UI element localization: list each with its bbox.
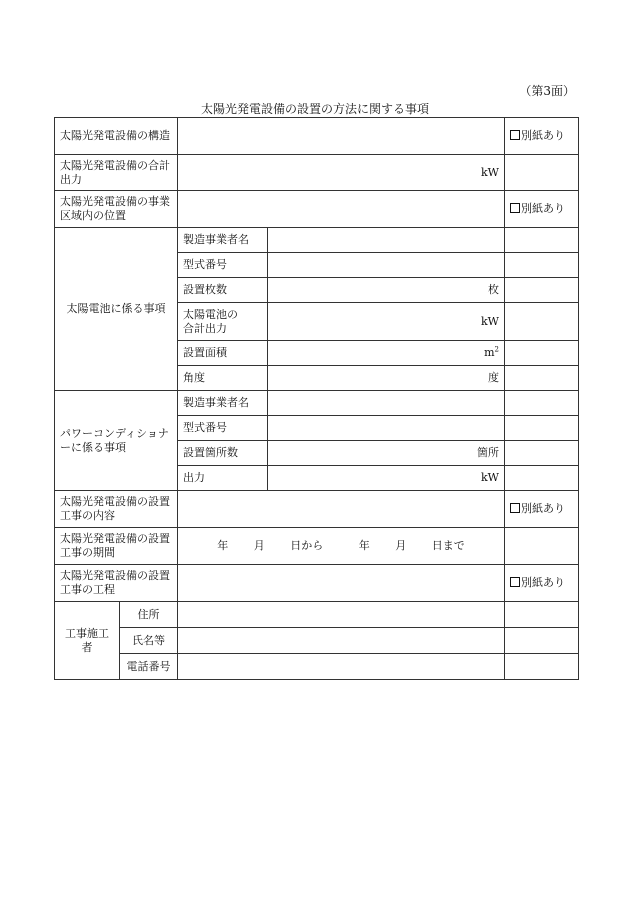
contractor-name-note[interactable] — [505, 628, 579, 654]
solar-count-label: 設置枚数 — [178, 278, 268, 303]
location-label: 太陽光発電設備の事業区域内の位置 — [55, 191, 178, 228]
structure-row — [55, 118, 579, 155]
contractor-address-row — [55, 602, 579, 628]
contractor-phone-value[interactable] — [178, 654, 505, 680]
pcs-model-label: 型式番号 — [178, 416, 268, 441]
contractor-phone-label: 電話番号 — [120, 654, 178, 680]
period-year-1: 年 — [217, 539, 229, 552]
total-output-note-cell[interactable] — [505, 155, 579, 191]
contractor-heading: 工事施工者 — [55, 602, 120, 680]
solar-model-note[interactable] — [505, 253, 579, 278]
contractor-name-row — [55, 628, 579, 654]
install-process-value-cell[interactable] — [178, 565, 505, 602]
pcs-manufacturer-label: 製造事業者名 — [178, 391, 268, 416]
solar-angle-value[interactable] — [268, 366, 505, 391]
solar-output-value[interactable] — [268, 303, 505, 341]
pcs-locations-note[interactable] — [505, 441, 579, 466]
solar-count-note[interactable] — [505, 278, 579, 303]
checkbox-icon[interactable] — [510, 503, 520, 513]
install-work-attachment-checkbox[interactable] — [505, 491, 579, 528]
install-process-row — [55, 565, 579, 602]
power-conditioner-heading: パワーコンディショナーに係る事項 — [55, 391, 178, 491]
solar-area-value[interactable] — [268, 341, 505, 366]
install-work-label: 太陽光発電設備の設置工事の内容 — [55, 491, 178, 528]
install-work-value-cell[interactable] — [178, 491, 505, 528]
unit-superscript: 2 — [494, 345, 499, 354]
solar-model-value[interactable] — [268, 253, 505, 278]
solar-cell-heading: 太陽電池に係る事項 — [55, 228, 178, 391]
install-period-value-cell[interactable] — [178, 528, 505, 565]
solar-manufacturer-label: 製造事業者名 — [178, 228, 268, 253]
contractor-address-label: 住所 — [120, 602, 178, 628]
period-year-2: 年 — [358, 539, 370, 552]
install-period-label: 太陽光発電設備の設置工事の期間 — [55, 528, 178, 565]
form-title: 太陽光発電設備の設置の方法に関する事項 — [200, 102, 429, 116]
structure-label: 太陽光発電設備の構造 — [55, 118, 178, 155]
install-work-row — [55, 491, 579, 528]
install-process-label: 太陽光発電設備の設置工事の工程 — [55, 565, 178, 602]
attachment-label: 別紙あり — [521, 202, 565, 215]
period-until: 日まで — [431, 539, 465, 552]
checkbox-icon[interactable] — [510, 130, 520, 140]
solar-output-label-line2: 合計出力 — [183, 321, 227, 335]
contractor-address-value[interactable] — [178, 602, 505, 628]
pcs-model-note[interactable] — [505, 416, 579, 441]
pcs-output-value[interactable] — [268, 466, 505, 491]
checkbox-icon[interactable] — [510, 203, 520, 213]
pcs-locations-value[interactable] — [268, 441, 505, 466]
total-output-label: 太陽光発電設備の合計出力 — [55, 155, 178, 191]
solar-count-value[interactable] — [268, 278, 505, 303]
unit-label: 度 — [488, 371, 499, 384]
unit-label: 枚 — [488, 283, 499, 296]
total-output-row — [55, 155, 579, 191]
checkbox-icon[interactable] — [510, 577, 520, 587]
period-from: 日から — [290, 539, 324, 552]
unit-label: m — [484, 346, 495, 359]
pcs-manufacturer-note[interactable] — [505, 391, 579, 416]
unit-label: kW — [481, 471, 499, 484]
location-row — [55, 191, 579, 228]
unit-label: kW — [481, 165, 499, 179]
period-month-1: 月 — [253, 539, 265, 552]
solar-output-note[interactable] — [505, 303, 579, 341]
contractor-address-note[interactable] — [505, 602, 579, 628]
pcs-manufacturer-row — [55, 391, 579, 416]
solar-angle-label: 角度 — [178, 366, 268, 391]
solar-output-label — [178, 303, 268, 341]
contractor-phone-note[interactable] — [505, 654, 579, 680]
pcs-output-note[interactable] — [505, 466, 579, 491]
structure-value-cell[interactable] — [178, 118, 505, 155]
period-month-2: 月 — [395, 539, 407, 552]
solar-angle-note[interactable] — [505, 366, 579, 391]
unit-label: 箇所 — [477, 446, 499, 459]
pcs-model-value[interactable] — [268, 416, 505, 441]
solar-manufacturer-value[interactable] — [268, 228, 505, 253]
solar-output-label-line1: 太陽電池の — [183, 307, 238, 321]
form-table — [54, 117, 579, 680]
attachment-label: 別紙あり — [521, 129, 565, 142]
pcs-manufacturer-value[interactable] — [268, 391, 505, 416]
structure-attachment-checkbox[interactable] — [505, 118, 579, 155]
location-attachment-checkbox[interactable] — [505, 191, 579, 228]
pcs-locations-label: 設置箇所数 — [178, 441, 268, 466]
solar-model-label: 型式番号 — [178, 253, 268, 278]
contractor-name-label: 氏名等 — [120, 628, 178, 654]
install-period-row — [55, 528, 579, 565]
page-number-label: （第3面） — [519, 84, 575, 98]
unit-label: kW — [481, 314, 499, 328]
install-period-note-cell[interactable] — [505, 528, 579, 565]
contractor-name-value[interactable] — [178, 628, 505, 654]
solar-manufacturer-row — [55, 228, 579, 253]
attachment-label: 別紙あり — [521, 502, 565, 515]
solar-area-note[interactable] — [505, 341, 579, 366]
solar-manufacturer-note[interactable] — [505, 228, 579, 253]
install-process-attachment-checkbox[interactable] — [505, 565, 579, 602]
attachment-label: 別紙あり — [521, 576, 565, 589]
total-output-value-cell[interactable] — [178, 155, 505, 191]
pcs-output-label: 出力 — [178, 466, 268, 491]
contractor-phone-row — [55, 654, 579, 680]
solar-area-label: 設置面積 — [178, 341, 268, 366]
location-value-cell[interactable] — [178, 191, 505, 228]
